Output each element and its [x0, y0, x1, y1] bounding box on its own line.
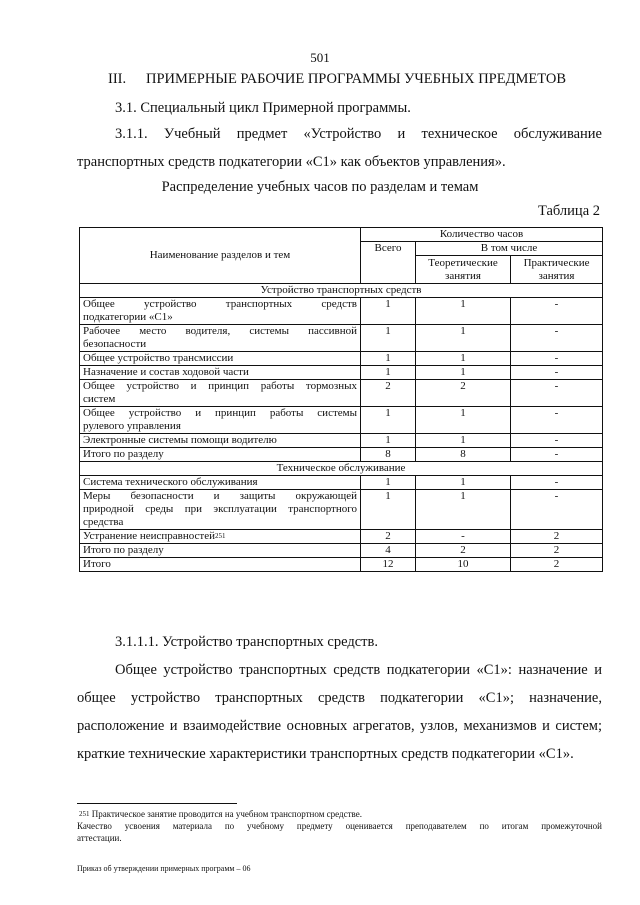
row-practice: 2 — [511, 544, 603, 558]
row-name: Итого по разделу — [80, 448, 361, 462]
row-total: 1 — [361, 366, 416, 380]
row-practice: - — [511, 476, 603, 490]
table-row — [80, 476, 603, 490]
row-name: Итого — [80, 558, 361, 572]
footnote-mark: 251 — [79, 810, 90, 818]
table-row — [80, 380, 603, 407]
page-number: 501 — [310, 50, 330, 65]
table-row — [80, 325, 603, 352]
row-practice: 2 — [511, 558, 603, 572]
table-row — [80, 434, 603, 448]
intro-line-2: транспортных средств подкатегории «С1» как объектов управления». — [77, 154, 506, 170]
row-theory: 1 — [416, 352, 511, 366]
row-name: Назначение и состав ходовой части — [80, 366, 361, 380]
header-hours: Количество часов — [361, 228, 603, 242]
chapter-title: ПРИМЕРНЫЕ РАБОЧИЕ ПРОГРАММЫ УЧЕБНЫХ ПРЕДМЕТОВ — [146, 71, 567, 87]
footnote-text-1: Практическое занятие проводится на учебном транспортном средстве. — [91, 809, 362, 819]
body-line-1: Общее устройство транспортных средств подкатегории «С1»: назначение и — [115, 662, 602, 678]
table-row — [80, 448, 603, 462]
page-footer: Приказ об утверждении примерных программ – 06 — [77, 864, 251, 873]
subsection-title: 3.1.1.1. Устройство транспортных средств. — [115, 634, 378, 650]
row-theory: 1 — [416, 366, 511, 380]
row-practice: - — [511, 490, 603, 530]
row-name: Рабочее место водителя, системы пассивной безопасности — [80, 325, 361, 352]
chapter-number: III. — [108, 71, 127, 87]
body-line-3: расположение и взаимодействие основных агрегатов, узлов, механизмов и систем; — [77, 718, 602, 734]
header-name: Наименование разделов и тем — [80, 228, 361, 284]
header-theory: Теоретические занятия — [416, 256, 511, 284]
table-row — [80, 352, 603, 366]
row-name: Итого по разделу — [80, 544, 361, 558]
row-name: Общее устройство и принцип работы тормозных систем — [80, 380, 361, 407]
row-theory: 1 — [416, 434, 511, 448]
row-practice: - — [511, 434, 603, 448]
row-theory: 1 — [416, 325, 511, 352]
body-line-2: общее устройство транспортных средств подкатегории «С1»; назначение, — [77, 690, 602, 706]
row-theory: - — [416, 530, 511, 544]
chapter-heading — [108, 71, 588, 88]
table-row — [80, 407, 603, 434]
section-row-1: Устройство транспортных средств — [80, 284, 603, 298]
row-total: 1 — [361, 352, 416, 366]
row-theory: 1 — [416, 298, 511, 325]
row-practice: - — [511, 448, 603, 462]
table-row — [80, 366, 603, 380]
row-practice: 2 — [511, 530, 603, 544]
row-total: 1 — [361, 476, 416, 490]
row-theory: 1 — [416, 407, 511, 434]
row-name: Меры безопасности и защиты окружающей природной среды при эксплуатации транспортного средства — [80, 490, 361, 530]
row-theory: 1 — [416, 490, 511, 530]
row-theory: 8 — [416, 448, 511, 462]
distribution-title: Распределение учебных часов по разделам и темам — [161, 179, 479, 195]
header-included: В том числе — [416, 242, 603, 256]
table-caption: Таблица 2 — [537, 203, 600, 219]
row-name: Устранение неисправностей$^{251}$ — [80, 530, 361, 544]
table-row — [80, 558, 603, 572]
row-total: 1 — [361, 407, 416, 434]
row-practice: - — [511, 407, 603, 434]
footnote — [77, 808, 602, 844]
table-row — [80, 298, 603, 325]
footnote-separator — [77, 803, 237, 804]
row-practice: - — [511, 325, 603, 352]
row-practice: - — [511, 380, 603, 407]
footnote-text-3: аттестации. — [77, 833, 122, 843]
header-total: Всего — [361, 242, 416, 284]
row-theory: 1 — [416, 476, 511, 490]
footnote-text-2: Качество усвоения материала по учебному предмету оценивается преподавателем по итогам промежуточной — [77, 821, 602, 831]
footnote-ref: 251 — [214, 532, 226, 540]
row-total: 1 — [361, 325, 416, 352]
row-theory: 2 — [416, 380, 511, 407]
row-total: 12 — [361, 558, 416, 572]
intro-line-1: 3.1.1. Учебный предмет «Устройство и техническое обслуживание — [115, 126, 602, 142]
row-theory: 10 — [416, 558, 511, 572]
row-total: 4 — [361, 544, 416, 558]
section-row-2: Техническое обслуживание — [80, 462, 603, 476]
row-name: Система технического обслуживания — [80, 476, 361, 490]
row-name: Общее устройство и принцип работы системы рулевого управления — [80, 407, 361, 434]
intro-paragraph — [77, 120, 602, 176]
row-total: 1 — [361, 298, 416, 325]
row-total: 1 — [361, 490, 416, 530]
table-row — [80, 530, 603, 544]
row-total: 1 — [361, 434, 416, 448]
row-total: 2 — [361, 380, 416, 407]
header-practice: Практические занятия — [511, 256, 603, 284]
body-paragraph — [77, 656, 602, 768]
table-row — [80, 544, 603, 558]
row-practice: - — [511, 298, 603, 325]
row-total: 8 — [361, 448, 416, 462]
row-name: Общее устройство трансмиссии — [80, 352, 361, 366]
body-line-4: краткие технические характеристики транспортных средств подкатегории «С1». — [77, 746, 574, 762]
row-total: 2 — [361, 530, 416, 544]
row-practice: - — [511, 352, 603, 366]
row-name: Общее устройство транспортных средств подкатегории «С1» — [80, 298, 361, 325]
row-theory: 2 — [416, 544, 511, 558]
hours-table — [79, 227, 603, 572]
section-title: 3.1. Специальный цикл Примерной программы. — [115, 100, 411, 116]
table-row — [80, 490, 603, 530]
row-name: Электронные системы помощи водителю — [80, 434, 361, 448]
row-practice: - — [511, 366, 603, 380]
